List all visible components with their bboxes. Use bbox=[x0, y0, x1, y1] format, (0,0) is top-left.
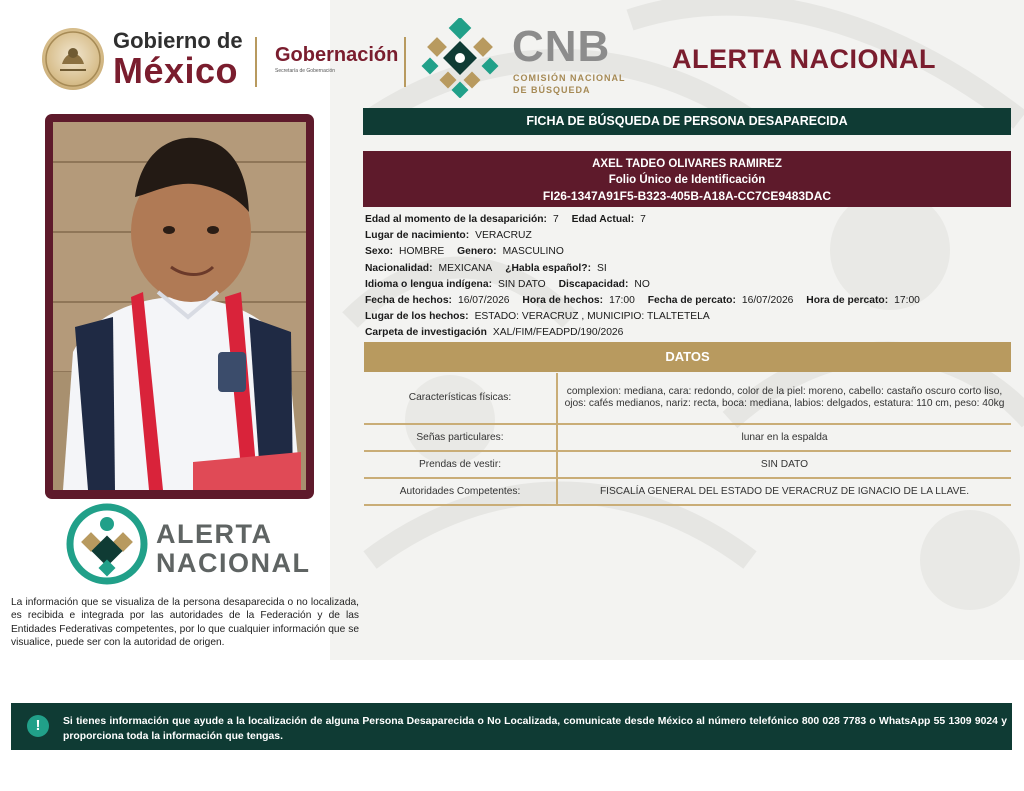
genero-label: Genero: bbox=[457, 246, 497, 258]
exclamation-icon: ! bbox=[27, 715, 49, 737]
lugar-hechos-value: ESTADO: VERACRUZ , MUNICIPIO: TLALTETELA bbox=[474, 311, 710, 323]
lugar-nacimiento-label: Lugar de nacimiento: bbox=[365, 230, 470, 242]
gobierno-line1: Gobierno de bbox=[113, 28, 243, 53]
habla-espanol-value: SI bbox=[597, 262, 607, 274]
gobierno-de-mexico-logo bbox=[113, 30, 243, 89]
cnb-subtitle-line2: DE BÚSQUEDA bbox=[513, 85, 591, 95]
alerta-logo-line1: ALERTA bbox=[156, 519, 273, 549]
alerta-logo-line2: NACIONAL bbox=[156, 548, 311, 578]
info-row bbox=[365, 309, 1015, 325]
lugar-nacimiento-value: VERACRUZ bbox=[475, 230, 532, 242]
carpeta-value: XAL/FIM/FEADPD/190/2026 bbox=[492, 327, 624, 339]
mexico-seal-icon bbox=[42, 28, 104, 90]
person-info bbox=[365, 212, 1015, 342]
divider bbox=[255, 37, 257, 87]
hora-percato-value: 17:00 bbox=[894, 294, 920, 306]
datos-table bbox=[364, 373, 1011, 506]
datos-label: Prendas de vestir: bbox=[364, 451, 557, 478]
footer-banner bbox=[11, 703, 1012, 750]
carpeta-label: Carpeta de investigación bbox=[365, 327, 487, 339]
hora-percato-label: Hora de percato: bbox=[806, 294, 889, 306]
disclaimer-text: La información que se visualiza de la persona desaparecida o no localizada, es recibida e integrada por las autoridades de la Federación y de las Entidades Federativas competentes, por lo que cualquier información que se visualice, puede ser con la autoridad de origen. bbox=[11, 597, 359, 648]
cnb-subtitle-line1: COMISIÓN NACIONAL bbox=[513, 73, 626, 83]
cnb-subtitle bbox=[513, 72, 626, 96]
folio-label: Folio Único de Identificación bbox=[608, 174, 766, 186]
person-header bbox=[363, 151, 1011, 207]
ficha-title-bar: FICHA DE BÚSQUEDA DE PERSONA DESAPARECIDA bbox=[363, 108, 1011, 135]
table-row bbox=[364, 451, 1011, 478]
alerta-nacional-logo-icon bbox=[65, 502, 149, 586]
datos-value: complexion: mediana, cara: redondo, color de la piel: moreno, cabello: castaño oscuro corto liso, ojos: cafés medianos, nariz: recta, boca: mediana, labios: delgados, estatura: 110 cm, peso: 40kg bbox=[557, 373, 1011, 424]
table-row bbox=[364, 478, 1011, 505]
datos-value: lunar en la espalda bbox=[557, 424, 1011, 451]
fecha-hechos-label: Fecha de hechos: bbox=[365, 294, 452, 306]
genero-value: MASCULINO bbox=[502, 246, 564, 258]
edad-actual-value: 7 bbox=[640, 214, 646, 225]
table-row bbox=[364, 424, 1011, 451]
idioma-value: SIN DATO bbox=[498, 278, 546, 290]
info-row bbox=[365, 244, 1015, 260]
hora-hechos-label: Hora de hechos: bbox=[522, 294, 604, 306]
info-row bbox=[365, 325, 1015, 341]
header bbox=[0, 0, 1024, 100]
fecha-percato-label: Fecha de percato: bbox=[647, 294, 736, 306]
gobierno-line2: México bbox=[113, 50, 239, 91]
idioma-label: Idioma o lengua indígena: bbox=[365, 278, 493, 290]
alerta-nacional-logo-text bbox=[156, 520, 311, 578]
divider bbox=[404, 37, 406, 87]
sexo-value: HOMBRE bbox=[399, 246, 445, 258]
sexo-label: Sexo: bbox=[365, 246, 394, 258]
info-row bbox=[365, 212, 1015, 228]
person-photo bbox=[53, 122, 306, 490]
edad-desaparicion-value: 7 bbox=[552, 214, 559, 225]
info-row bbox=[365, 261, 1015, 277]
table-row bbox=[364, 373, 1011, 424]
nacionalidad-value: MEXICANA bbox=[438, 262, 493, 274]
cnb-logo-text: CNB bbox=[512, 22, 611, 71]
datos-label: Señas particulares: bbox=[364, 424, 557, 451]
info-row bbox=[365, 293, 1015, 309]
lugar-hechos-label: Lugar de los hechos: bbox=[365, 311, 469, 323]
discapacidad-value: NO bbox=[634, 278, 650, 290]
photo-frame bbox=[45, 114, 314, 499]
person-name: AXEL TADEO OLIVARES RAMIREZ bbox=[592, 158, 782, 170]
datos-label: Características físicas: bbox=[364, 373, 557, 424]
footer-text: Si tienes información que ayude a la localización de alguna Persona Desaparecida o No Localizada, comunicate desde México al número telefónico 800 028 7783 o WhatsApp 55 1309 9024 y proporciona toda la información que tengas. bbox=[63, 716, 1007, 742]
info-row bbox=[365, 228, 1015, 244]
gobernacion-subtitle: Secretaría de Gobernación bbox=[275, 68, 336, 74]
datos-value: FISCALÍA GENERAL DEL ESTADO DE VERACRUZ DE IGNACIO DE LA LLAVE. bbox=[557, 478, 1011, 505]
gobernacion-logo: Gobernación bbox=[275, 44, 399, 66]
edad-actual-label: Edad Actual: bbox=[571, 214, 635, 225]
fecha-percato-value: 16/07/2026 bbox=[741, 294, 794, 306]
hora-hechos-value: 17:00 bbox=[609, 294, 635, 306]
habla-espanol-label: ¿Habla español?: bbox=[505, 262, 592, 274]
edad-desaparicion-label: Edad al momento de la desaparición: bbox=[365, 214, 547, 225]
alerta-nacional-title: ALERTA NACIONAL bbox=[672, 44, 936, 74]
datos-label: Autoridades Competentes: bbox=[364, 478, 557, 505]
nacionalidad-label: Nacionalidad: bbox=[365, 262, 433, 274]
fecha-hechos-value: 16/07/2026 bbox=[457, 294, 510, 306]
datos-value: SIN DATO bbox=[557, 451, 1011, 478]
datos-title-bar: DATOS bbox=[364, 342, 1011, 372]
folio-id: FI26-1347A91F5-B323-405B-A18A-CC7CE9483DAC bbox=[542, 189, 832, 203]
info-row bbox=[365, 277, 1015, 293]
cnb-emblem-icon bbox=[420, 18, 500, 98]
discapacidad-label: Discapacidad: bbox=[558, 278, 629, 290]
